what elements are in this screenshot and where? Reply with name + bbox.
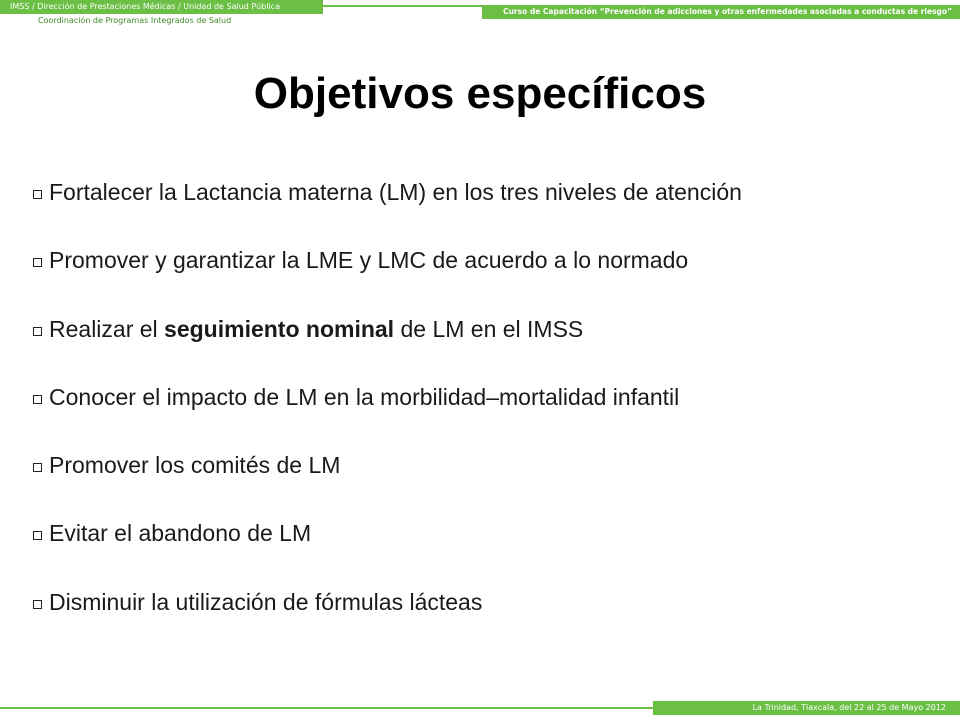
bullet-text: Conocer el impacto de LM en la morbilidad–mortalidad infantil	[49, 383, 680, 410]
bullet-item	[33, 445, 948, 513]
bullet-text: Promover y garantizar la LME y LMC de acuerdo a lo normado	[49, 247, 689, 274]
bullet-text: Fortalecer la Lactancia materna (LM) en los tres niveles de atención	[49, 179, 742, 205]
bullet-text-prefix: Realizar el	[49, 315, 165, 342]
footer-divider-line	[0, 707, 653, 709]
bullet-item	[33, 377, 948, 445]
bullet-item	[33, 240, 948, 308]
square-bullet-icon	[33, 600, 42, 609]
bullet-item	[33, 513, 948, 581]
footer-location-date: La Trinidad, Tlaxcala, del 22 al 25 de Mayo 2012	[752, 703, 946, 712]
bullet-text: Promover los comités de LM	[49, 452, 341, 479]
header-right-bar	[482, 5, 960, 19]
bullet-text-emphasis: seguimiento nominal	[164, 315, 395, 342]
square-bullet-icon	[33, 463, 42, 472]
header-left-subtitle: Coordinación de Programas Integrados de Salud	[38, 16, 232, 25]
slide-title: Objetivos específicos	[253, 69, 707, 118]
bullet-item	[33, 582, 948, 650]
square-bullet-icon	[33, 531, 42, 540]
footer-bar	[653, 701, 960, 715]
bullet-text	[49, 309, 583, 349]
square-bullet-icon	[33, 258, 42, 267]
bullet-text: Disminuir la utilización de fórmulas lácteas	[49, 588, 483, 615]
bullet-text-suffix: de LM en el IMSS	[394, 315, 584, 342]
bullet-list	[33, 172, 948, 650]
square-bullet-icon	[33, 395, 42, 404]
square-bullet-icon	[33, 190, 42, 199]
header-course-text: Curso de Capacitación “Prevención de adicciones y otras enfermedades asociadas a conductas de riesgo”	[503, 7, 952, 16]
square-bullet-icon	[33, 327, 42, 336]
bullet-item	[33, 172, 948, 240]
header-institution-text: IMSS / Dirección de Prestaciones Médicas / Unidad de Salud Pública	[10, 2, 280, 11]
header-left-bar	[0, 0, 323, 14]
bullet-text: Evitar el abandono de LM	[49, 520, 312, 547]
bullet-item	[33, 309, 948, 377]
